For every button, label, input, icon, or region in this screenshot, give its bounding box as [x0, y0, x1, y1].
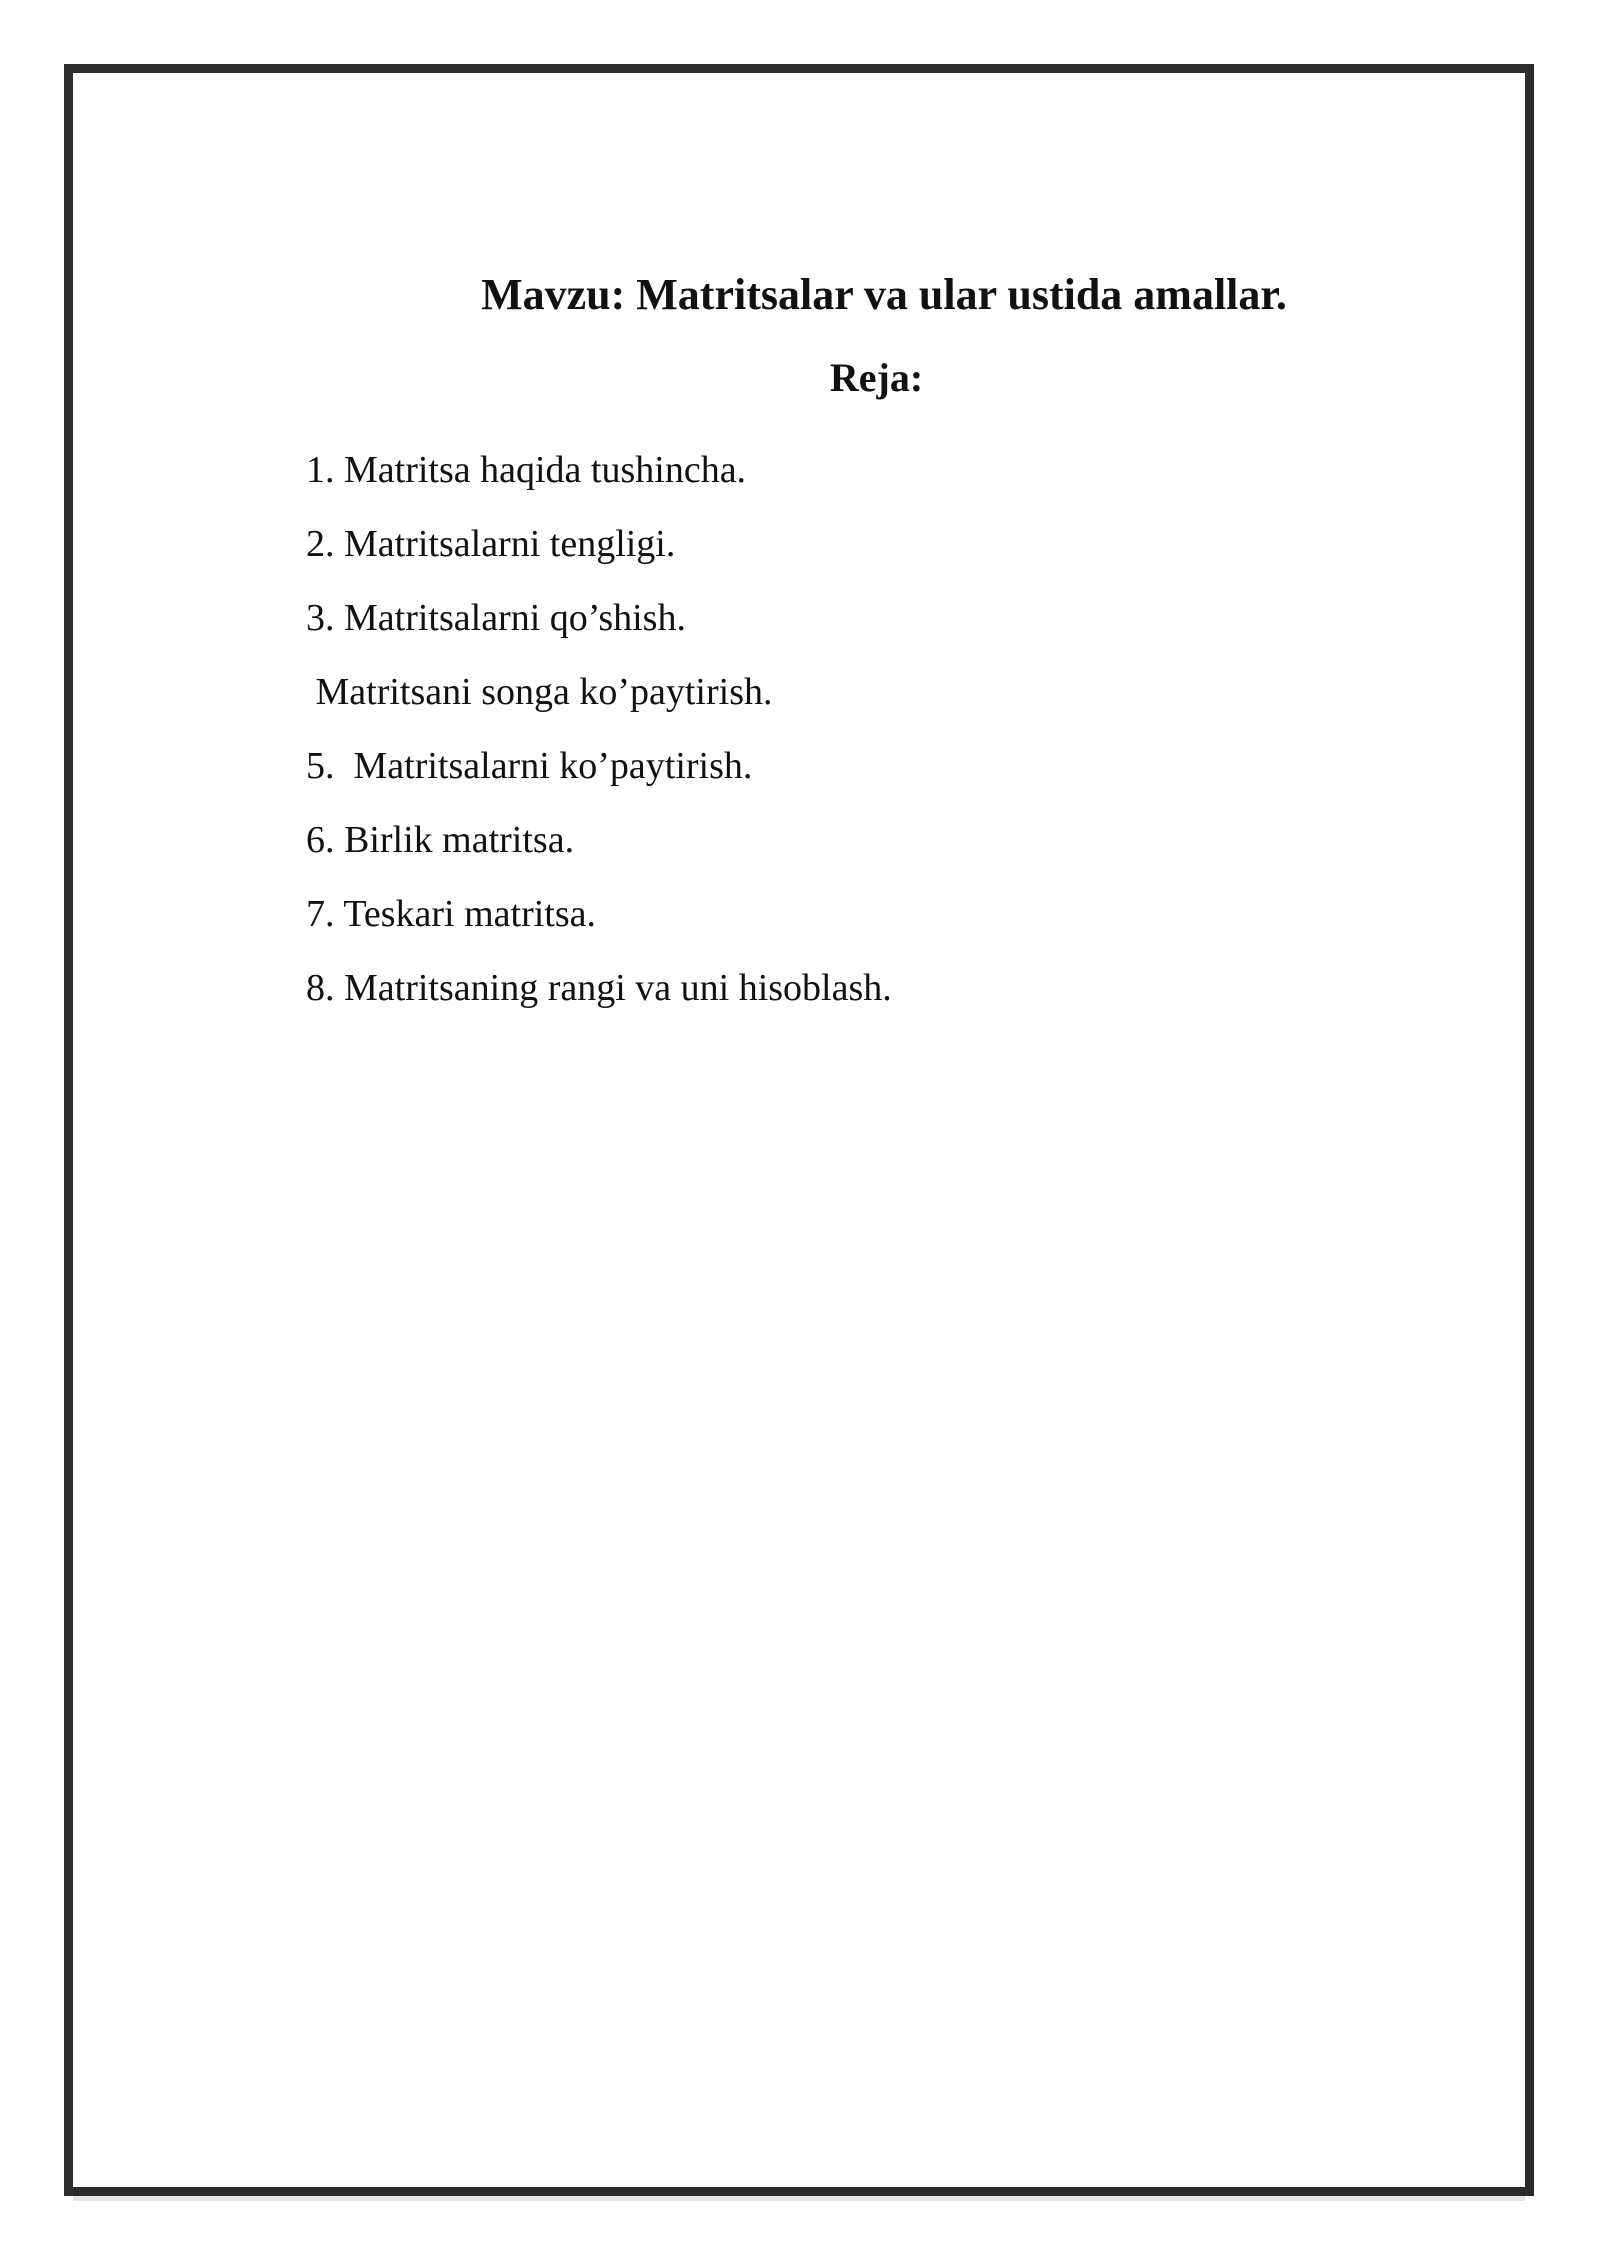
plan-item-7: 7. Teskari matritsa.	[306, 893, 597, 935]
plan-item-6: 6. Birlik matritsa.	[306, 819, 575, 861]
page-title: Mavzu: Matritsalar va ular ustida amallar.	[481, 270, 1287, 319]
page-border	[64, 64, 1534, 2196]
plan-heading: Reja:	[829, 355, 924, 400]
plan-list	[306, 433, 892, 1025]
plan-item-8: 8. Matritsaning rangi va uni hisoblash.	[306, 967, 892, 1009]
plan-item-2: 2. Matritsalarni tengligi.	[306, 523, 676, 565]
plan-item-1: 1. Matritsa haqida tushincha.	[306, 449, 747, 491]
plan-item-3: 3. Matritsalarni qo’shish.	[306, 597, 686, 639]
plan-item-5: 5. Matritsalarni ko’paytirish.	[306, 745, 753, 787]
plan-item-4: Matritsani songa ko’paytirish.	[306, 671, 773, 713]
